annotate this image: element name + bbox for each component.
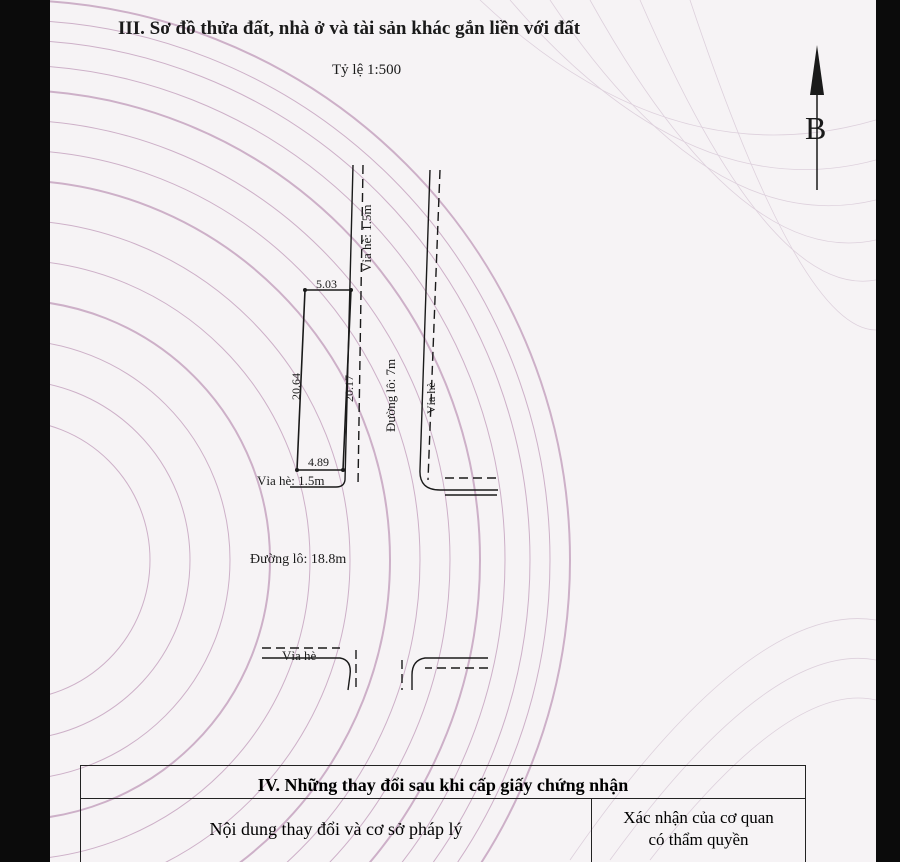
dimension-bottom: 4.89: [308, 455, 329, 469]
dimension-top: 5.03: [316, 277, 337, 291]
sidewalk-label-lower: Vỉa hè: [282, 648, 317, 663]
changes-table: [80, 765, 806, 862]
column-header-confirmation: [592, 799, 805, 862]
dimension-left: 20.64: [289, 373, 303, 400]
column-header-confirmation-line1: Xác nhận của cơ quan: [623, 808, 774, 827]
land-plot-diagram: [50, 0, 876, 770]
sidewalk-label-right: Vỉa hè: [424, 382, 438, 414]
column-header-content: Nội dung thay đổi và cơ sở pháp lý: [81, 799, 592, 862]
changes-table-title: IV. Những thay đổi sau khi cấp giấy chứng nhận: [81, 766, 805, 799]
column-header-confirmation-line2: có thẩm quyền: [648, 830, 749, 849]
north-arrow-icon: [810, 45, 824, 190]
road-label-7m: Đường lô: 7m: [383, 358, 398, 432]
section-title: III. Sơ đồ thửa đất, nhà ở và tài sản khác gắn liền với đất: [118, 18, 581, 39]
changes-table-header: [81, 799, 805, 862]
certificate-page: [50, 0, 876, 862]
dimension-right: 20.17: [342, 375, 356, 402]
road-label-18m: Đường lô: 18.8m: [250, 552, 347, 567]
sidewalk-label-bottom: Vỉa hè: 1.5m: [257, 473, 325, 488]
north-letter: B: [805, 110, 827, 146]
scale-label: Tỷ lệ 1:500: [332, 62, 402, 78]
sidewalk-label-top: Vỉa hè: 1.5m: [359, 204, 374, 272]
